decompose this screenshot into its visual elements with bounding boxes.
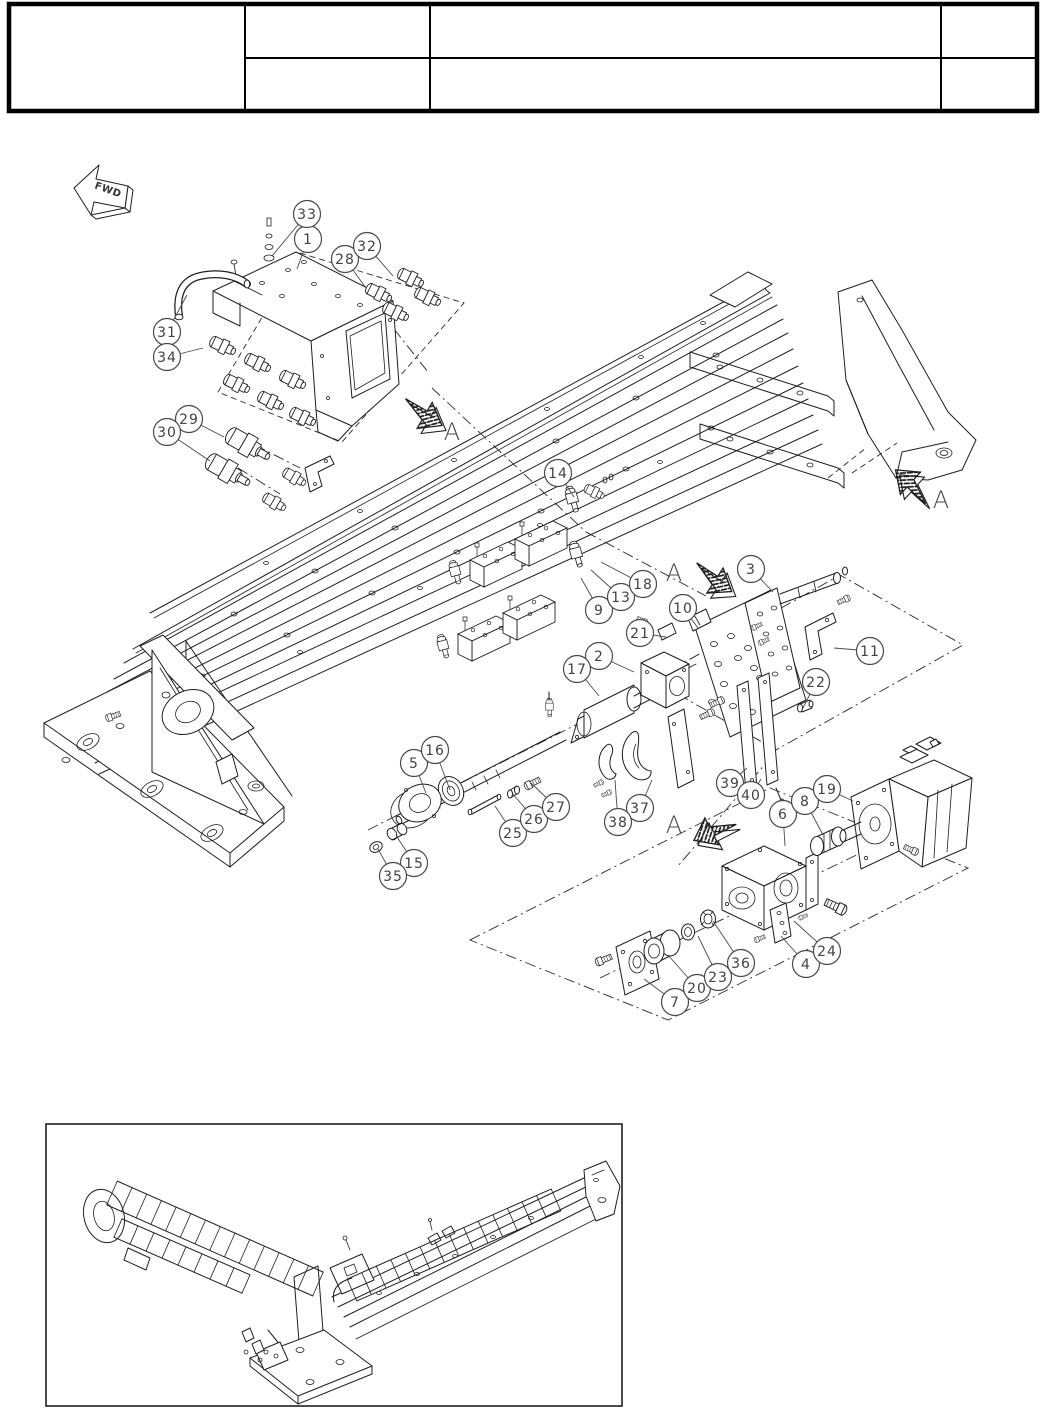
balloon-number: 4: [801, 957, 811, 973]
fwd-arrow: [74, 165, 133, 219]
section-view-arrow-4: [666, 807, 745, 859]
balloon-3: [738, 556, 765, 583]
balloon-number: 14: [548, 466, 568, 482]
fwd-label: FWD: [92, 180, 123, 201]
balloon-40: [738, 782, 765, 809]
balloon-24: [814, 938, 841, 965]
balloon-19: [814, 776, 841, 803]
rail-fittings: [564, 474, 613, 568]
balloon-16: [422, 737, 449, 764]
balloon-number: 22: [806, 675, 826, 691]
balloon-number: 27: [546, 800, 566, 816]
balloon-number: 31: [157, 325, 177, 341]
balloon-number: 26: [524, 812, 544, 828]
balloon-number: 8: [800, 794, 810, 810]
balloon-32: [354, 233, 381, 260]
balloon-number: 36: [731, 956, 751, 972]
balloon-number: 5: [409, 756, 419, 772]
balloon-number: 15: [404, 856, 424, 872]
overview-inset: [46, 1124, 622, 1406]
balloon-number: 21: [630, 626, 650, 642]
fitting-cluster-34: [207, 334, 318, 430]
balloon-number: 34: [157, 350, 177, 366]
balloon-36: [728, 950, 755, 977]
balloon-number: 30: [157, 425, 177, 441]
balloon-1: [295, 226, 322, 253]
balloon-35: [380, 863, 407, 890]
balloon-number: 19: [817, 782, 837, 798]
balloon-27: [543, 794, 570, 821]
balloon-number: 33: [297, 207, 317, 223]
balloon-number: 17: [567, 662, 587, 678]
balloon-number: 9: [594, 603, 604, 619]
balloon-30: [154, 419, 181, 446]
balloon-number: 11: [860, 644, 880, 660]
coupler-cluster-29-30: [202, 424, 334, 515]
balloon-number: 29: [179, 412, 199, 428]
section-label: A: [665, 559, 683, 587]
balloon-number: 6: [778, 807, 788, 823]
balloon-number: 10: [673, 601, 693, 617]
balloon-number: 13: [611, 590, 631, 606]
section-label: A: [443, 418, 461, 446]
balloon-number: 38: [608, 815, 628, 831]
balloon-number: 28: [335, 252, 355, 268]
balloon-34: [154, 344, 181, 371]
balloon-number: 40: [741, 788, 761, 804]
balloon-21: [627, 620, 654, 647]
balloon-number: 32: [357, 239, 377, 255]
balloon-number: 2: [594, 649, 604, 665]
balloon-number: 37: [630, 801, 650, 817]
balloon-14: [545, 460, 572, 487]
balloon-number: 3: [746, 562, 756, 578]
balloon-23: [705, 964, 732, 991]
balloon-number: 1: [303, 232, 313, 248]
balloon-number: 24: [817, 944, 837, 960]
balloon-number: 25: [503, 826, 523, 842]
balloon-18: [630, 571, 657, 598]
balloon-11: [857, 638, 884, 665]
section-label: A: [665, 811, 683, 839]
balloon-22: [803, 669, 830, 696]
balloon-10: [670, 595, 697, 622]
balloon-17: [564, 656, 591, 683]
inset-cable-carriers: [107, 1181, 561, 1301]
balloon-number: 20: [687, 981, 707, 997]
inset-pedestal: [242, 1236, 374, 1404]
balloon-number: 39: [720, 776, 740, 792]
balloon-number: 18: [633, 577, 653, 593]
balloon-33: [294, 201, 321, 228]
section-view-arrow-1: [396, 390, 461, 446]
balloon-number: 7: [670, 995, 680, 1011]
end-support-bracket: [838, 280, 976, 480]
balloon-number: 35: [383, 869, 403, 885]
left-pedestal: [44, 635, 292, 867]
section-label: A: [932, 486, 950, 514]
motor-drive-group: [722, 737, 972, 930]
guide-blocks: [435, 521, 567, 661]
balloon-31: [154, 319, 181, 346]
header-table: [9, 4, 1037, 111]
balloon-38: [605, 809, 632, 836]
balloon-number: 16: [425, 743, 445, 759]
balloon-number: 23: [708, 970, 728, 986]
inset-rail: [332, 1161, 620, 1339]
sensor-bracket-assembly: [175, 218, 443, 514]
